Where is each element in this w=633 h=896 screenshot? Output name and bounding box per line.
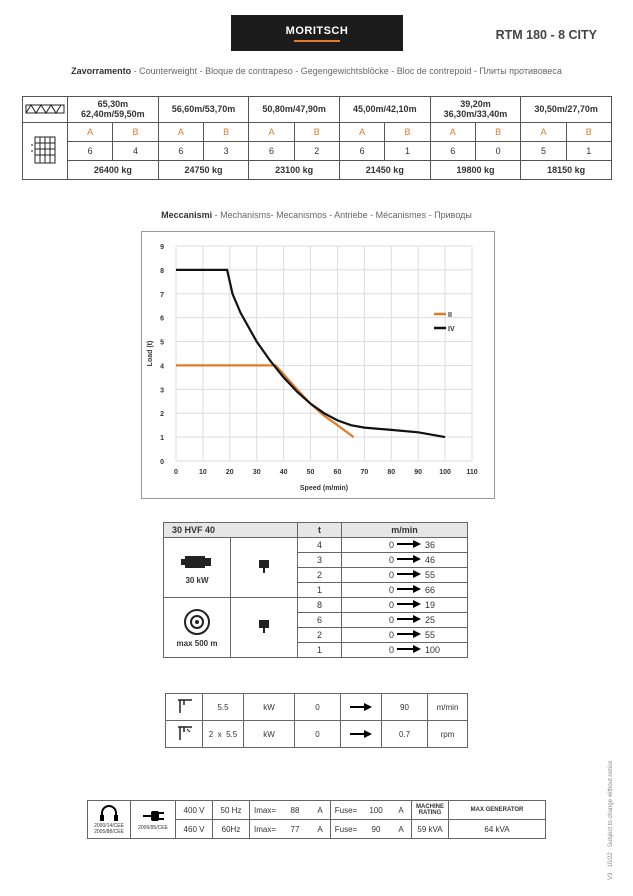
motor-icon-cell: max 500 m (164, 598, 231, 658)
x-tick-label: 110 (466, 469, 478, 476)
y-tick-label: 8 (160, 267, 164, 275)
arrow-icon (397, 630, 423, 638)
arrow-icon (350, 703, 372, 711)
headphones-icon (99, 805, 119, 821)
y-axis-label: Load (t) (147, 340, 154, 367)
electrical-table: 2000/14/CEE 2005/88/CEE 2006/95/CEE 400 V 50 Hz Imax= 88 A Fuse= 100 A MACHINE RATING MAX GENERATOR 460 V 60Hz Imax= 77 A Fuse= 90 A 59 kVA 64 kVA (87, 800, 546, 839)
motor-speed-row: 3 0 46 (164, 553, 468, 568)
side-note: V3 · 10/22 · Subject to change without notice (608, 760, 614, 880)
jib-length-6: 30,50m/27,70m (521, 97, 612, 123)
motor-model: 30 HVF 40 (164, 523, 298, 538)
motor-icon-cell: 30 kW (164, 538, 231, 598)
motor-speed-row: 6 0 25 (164, 613, 468, 628)
model-title: RTM 180 - 8 CITY (495, 28, 597, 42)
load-speed-chart (141, 231, 495, 499)
motor-speed-row: 2 0 55 (164, 628, 468, 643)
slewing-crane-icon (175, 726, 193, 740)
trolley-crane-icon (175, 699, 193, 713)
x-tick-label: 50 (306, 469, 315, 476)
motor-speed-row: 1 0 66 (164, 583, 468, 598)
logo-underline (294, 40, 340, 42)
x-tick-label: 60 (333, 469, 342, 476)
motor-speed-row: 30 kW 4 0 36 (164, 538, 468, 553)
x-tick-label: 20 (225, 469, 234, 476)
arrow-icon (397, 555, 423, 563)
hook-block-icon (256, 558, 272, 576)
counterweight-title: Zavorramento - Counterweight - Bloque de contrapeso - Gegengewichtsblöcke - Bloc de contrepoid - Плиты противовеса (71, 66, 562, 76)
arrow-icon (397, 570, 423, 578)
jib-length-1: 65,30m 62,40m/59,50m (68, 97, 159, 123)
y-tick-label: 6 (160, 315, 164, 323)
arrow-icon (397, 645, 423, 653)
jib-icon-cell (23, 97, 68, 123)
noise-cell: 2000/14/CEE 2005/88/CEE (88, 801, 131, 839)
x-tick-label: 80 (387, 469, 396, 476)
arrow-icon (397, 540, 423, 548)
brand-logo (231, 15, 403, 51)
jib-length-4: 45,00m/42,10m (339, 97, 430, 123)
y-tick-label: 3 (160, 387, 164, 395)
x-tick-label: 10 (199, 469, 207, 476)
crane-icon-cell (166, 694, 203, 721)
hoist-motor-icon (179, 550, 215, 574)
arrow-icon (397, 615, 423, 623)
cable-drum-icon (182, 607, 212, 637)
hoist-motor-table (163, 522, 468, 658)
slewing-drive-row: 5.5 kW 0 90 m/min (166, 694, 468, 721)
y-tick-label: 9 (160, 244, 164, 251)
y-tick-label: 2 (160, 411, 164, 419)
y-tick-label: 0 (160, 459, 164, 466)
crane-icon-cell (166, 721, 203, 748)
y-tick-label: 5 (160, 339, 164, 347)
arrow-icon (397, 585, 423, 593)
y-tick-label: 7 (160, 291, 164, 299)
logo-text: MORITSCH (285, 24, 349, 37)
trolley-drive-row: 2 x 5.5 kW 0 0.7 rpm (166, 721, 468, 748)
legend-label-IV: IV (448, 326, 455, 333)
x-tick-label: 30 (252, 469, 261, 476)
x-tick-label: 70 (360, 469, 369, 476)
counterweight-block-icon (30, 131, 60, 169)
x-tick-label: 40 (279, 469, 288, 476)
jib-icon (25, 103, 65, 115)
col-speed: m/min (342, 523, 468, 538)
counterweight-table: 65,30m 62,40m/59,50m 56,60m/53,70m 50,80m/47,90m 45,00m/42,10m 39,20m 36,30m/33,40m 30,50m/27,70m A B A B A B A B A B A B 6 4 6 3 6 2 6 1 6 0 5 1 26400 kg 24750 kg 23100 kg 21450 kg 19800 kg 18150 kg (22, 96, 612, 180)
legend-label-II: II (448, 312, 452, 319)
x-axis-label: Speed (m/min) (299, 485, 349, 492)
x-tick-label: 0 (174, 469, 178, 476)
drives-table (165, 693, 468, 748)
plug-icon (141, 809, 165, 823)
jib-length-3: 50,80m/47,90m (249, 97, 340, 123)
mechanisms-title: Meccanismi - Mechanisms- Mecanismos - Antriebe - Mécanismes - Приводы (161, 210, 472, 220)
counterweight-icon-cell (23, 123, 68, 180)
y-tick-label: 1 (160, 435, 164, 443)
motor-speed-row: max 500 m 8 0 19 (164, 598, 468, 613)
motor-speed-row: 1 0 100 (164, 643, 468, 658)
y-tick-label: 4 (160, 363, 164, 371)
arrow-icon (350, 730, 372, 738)
chart-svg (142, 232, 494, 498)
jib-length-2: 56,60m/53,70m (158, 97, 249, 123)
col-t: t (298, 523, 342, 538)
hook-block-icon (256, 618, 272, 636)
motor-speed-row: 2 0 55 (164, 568, 468, 583)
x-tick-label: 90 (414, 469, 423, 476)
plug-cell: 2006/95/CEE (131, 801, 176, 839)
x-tick-label: 100 (439, 469, 451, 476)
arrow-icon (397, 600, 423, 608)
jib-length-5: 39,20m 36,30m/33,40m (430, 97, 521, 123)
